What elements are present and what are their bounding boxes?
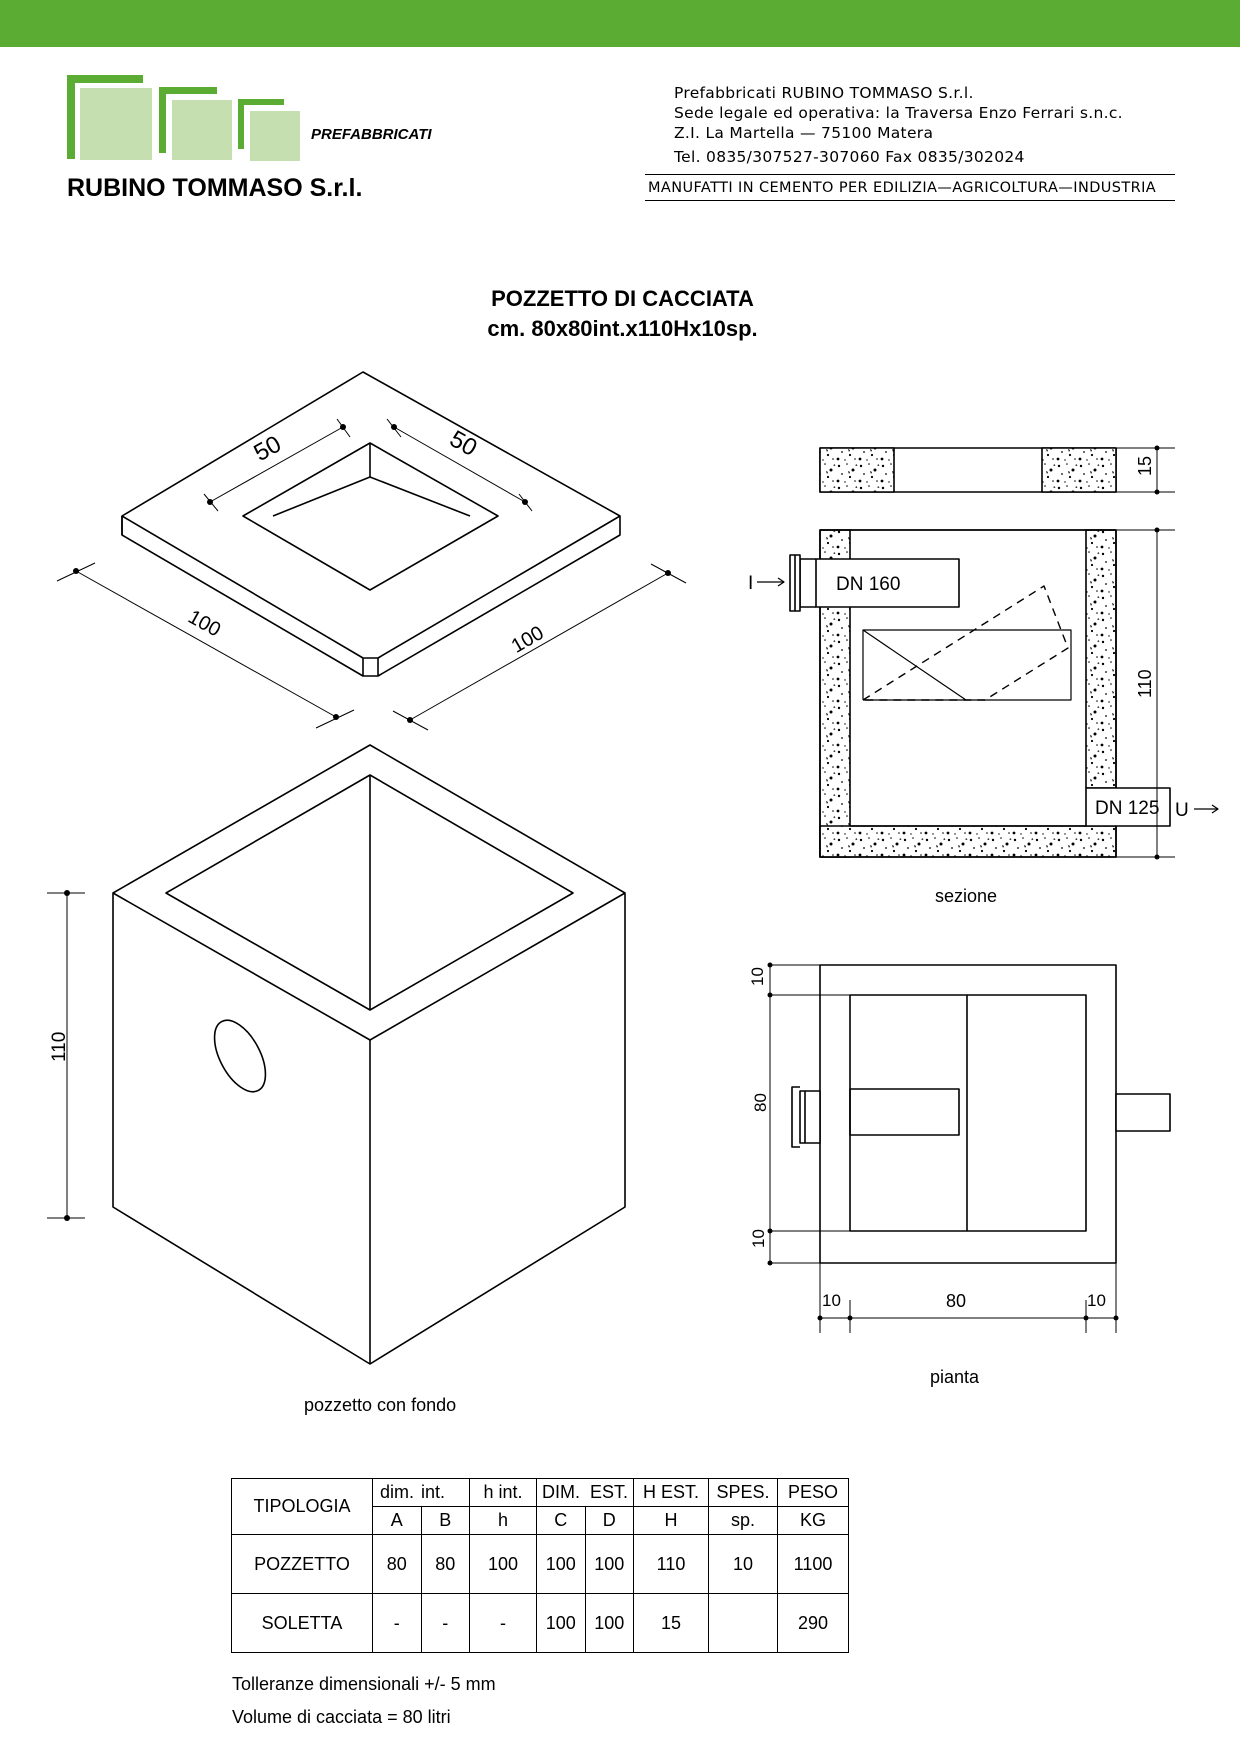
table-header-cell: sp.	[709, 1507, 778, 1535]
table-cell: -	[470, 1594, 537, 1653]
table-header-cell: H	[634, 1507, 709, 1535]
specs-table	[231, 1478, 849, 1653]
section-caption: sezione	[935, 886, 998, 906]
table-row	[232, 1594, 849, 1653]
address-line: Prefabbricati RUBINO TOMMASO S.r.l.	[674, 84, 974, 102]
table-header-cell: h	[470, 1507, 537, 1535]
table-header-cell: B	[421, 1507, 470, 1535]
plan-dim-bottom: 10	[749, 1229, 768, 1248]
table-cell-tipologia: SOLETTA	[232, 1594, 373, 1653]
table-cell: 110	[634, 1535, 709, 1594]
plan-view	[770, 965, 1170, 1333]
table-header-cell: KG	[778, 1507, 849, 1535]
iso-dim-outer-right: 100	[507, 622, 548, 658]
company-name: RUBINO TOMMASO S.r.l.	[67, 174, 363, 202]
table-cell: 100	[537, 1535, 586, 1594]
table-cell: 80	[373, 1535, 422, 1594]
table-cell: 100	[585, 1535, 634, 1594]
address-line: Sede legale ed operativa: la Traversa Enzo Ferrari s.n.c.	[674, 104, 1123, 122]
section-view	[757, 448, 1218, 857]
section-inlet-marker: I	[748, 573, 754, 594]
table-cell: 15	[634, 1594, 709, 1653]
address-line: Tel. 0835/307527-307060 Fax 0835/302024	[674, 148, 1025, 166]
table-cell: 80	[421, 1535, 470, 1594]
table-header-cell: PESO	[778, 1479, 849, 1507]
volume-note: Volume di cacciata = 80 litri	[232, 1707, 451, 1727]
address-line: Z.I. La Martella — 75100 Matera	[674, 124, 934, 142]
plan-dim-top: 10	[748, 967, 767, 986]
plan-caption: pianta	[930, 1367, 980, 1387]
company-motto: MANUFATTI IN CEMENTO PER EDILIZIA—AGRICOLTURA—INDUSTRIA	[648, 180, 1157, 196]
section-outlet-label: DN 125	[1095, 798, 1160, 819]
table-cell: -	[421, 1594, 470, 1653]
logo-tagline: PREFABBRICATI	[311, 126, 432, 143]
table-header-cell: TIPOLOGIA	[232, 1479, 373, 1535]
table-header-cell: A	[373, 1507, 422, 1535]
table-header-cell: D	[585, 1507, 634, 1535]
table-header-cell: EST.	[585, 1479, 634, 1507]
iso-dim-inner-left: 50	[249, 430, 286, 468]
table-header-cell: DIM.	[537, 1479, 586, 1507]
table-header-cell: dim.	[373, 1479, 422, 1507]
table-header-row	[232, 1479, 849, 1507]
iso-dim-outer-left: 100	[184, 606, 225, 642]
section-dim-height: 110	[1135, 669, 1155, 698]
section-outlet-marker: U	[1175, 800, 1189, 821]
table-cell: 100	[470, 1535, 537, 1594]
drawing-subtitle: cm. 80x80int.x110Hx10sp.	[487, 316, 758, 341]
iso-box	[47, 745, 625, 1364]
table-header-cell: SPES.	[709, 1479, 778, 1507]
plan-dim-middle: 80	[751, 1093, 770, 1112]
table-cell: 1100	[778, 1535, 849, 1594]
iso-caption: pozzetto con fondo	[304, 1395, 457, 1415]
iso-lid	[57, 372, 686, 730]
table-header-cell: h int.	[470, 1479, 537, 1507]
table-row	[232, 1535, 849, 1594]
iso-dim-inner-right: 50	[445, 425, 482, 462]
plan-dim-left: 10	[822, 1291, 841, 1310]
table-header-cell: C	[537, 1507, 586, 1535]
section-inlet-label: DN 160	[836, 574, 901, 595]
table-header-cell: int.	[421, 1479, 470, 1507]
table-cell: 10	[709, 1535, 778, 1594]
table-cell: 100	[585, 1594, 634, 1653]
table-cell: 290	[778, 1594, 849, 1653]
table-cell: -	[373, 1594, 422, 1653]
plan-dim-right: 10	[1087, 1291, 1106, 1310]
table-cell: 100	[537, 1594, 586, 1653]
plan-dim-center: 80	[946, 1291, 967, 1311]
table-cell	[709, 1594, 778, 1653]
table-cell-tipologia: POZZETTO	[232, 1535, 373, 1594]
table-header-cell: H EST.	[634, 1479, 709, 1507]
section-dim-lid: 15	[1135, 455, 1155, 476]
tolerance-note: Tolleranze dimensionali +/- 5 mm	[232, 1674, 496, 1694]
iso-dim-height: 110	[49, 1031, 70, 1062]
drawing-title: POZZETTO DI CACCIATA	[491, 286, 754, 311]
